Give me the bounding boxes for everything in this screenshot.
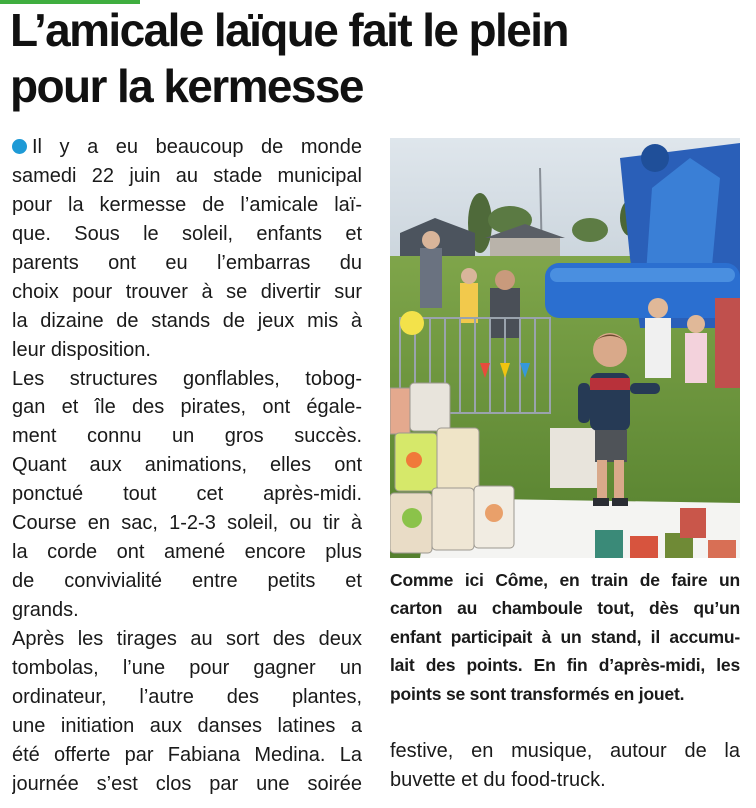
caption-line: points se sont transformés en jouet. [390, 683, 685, 704]
body-line: été offerte par Fabiana Medina. La [12, 743, 362, 766]
body-line: buvette et du food-truck. [390, 768, 606, 791]
body-line: que. Sous le soleil, enfants et [12, 222, 362, 245]
body-line: festive, en musique, autour de la [390, 740, 740, 762]
headline-line: pour la kermesse [10, 60, 363, 112]
body-line: ordinateur, l’autre des plantes, [12, 685, 362, 708]
bullet-icon [12, 139, 27, 154]
article-body-left-column [12, 133, 362, 799]
photo-caption [390, 566, 740, 708]
body-line: de convivialité entre petits et [12, 570, 362, 593]
body-line: samedi 22 juin au stade municipal [12, 164, 362, 187]
body-line: Course en sac, 1-2-3 soleil, ou tir à [12, 512, 362, 535]
body-line: grands. [12, 599, 79, 621]
body-line: parents ont eu l’embarras du [12, 251, 362, 274]
article-photo [390, 138, 740, 558]
body-line: tombolas, l’une pour gagner un [12, 656, 362, 679]
body-line: journée s’est clos par une soirée [12, 772, 362, 795]
body-line: Quant aux animations, elles ont [12, 454, 362, 477]
body-line: la dizaine de stands de jeux mis à [12, 309, 362, 332]
article-headline [10, 2, 740, 114]
body-line: pour la kermesse de l’amicale laï- [12, 193, 362, 216]
body-line: une initiation aux danses latines a [12, 714, 362, 737]
body-line: choix pour trouver à se divertir sur [12, 280, 362, 303]
body-line: Les structures gonflables, tobog- [12, 367, 362, 390]
body-line: ment connu un gros succès. [12, 425, 362, 448]
body-line-0: Il y a eu beaucoup de monde [12, 133, 362, 162]
caption-line: Comme ici Côme, en train de faire un [390, 570, 740, 590]
body-line: la corde ont amené encore plus [12, 541, 362, 564]
caption-line: enfant participait à un stand, il accumu- [390, 626, 740, 647]
headline-line: L’amicale laïque fait le plein [10, 4, 568, 56]
article-body-right-column [390, 737, 740, 795]
body-line: gan et île des pirates, ont égale- [12, 396, 362, 419]
body-line: ponctué tout cet après-midi. [12, 483, 362, 506]
caption-line: carton au chamboule tout, dès qu’un [390, 598, 740, 619]
body-line: leur disposition. [12, 338, 151, 361]
caption-line: lait des points. En fin d’après-midi, les [390, 655, 740, 676]
body-line: Après les tirages au sort des deux [12, 627, 362, 650]
